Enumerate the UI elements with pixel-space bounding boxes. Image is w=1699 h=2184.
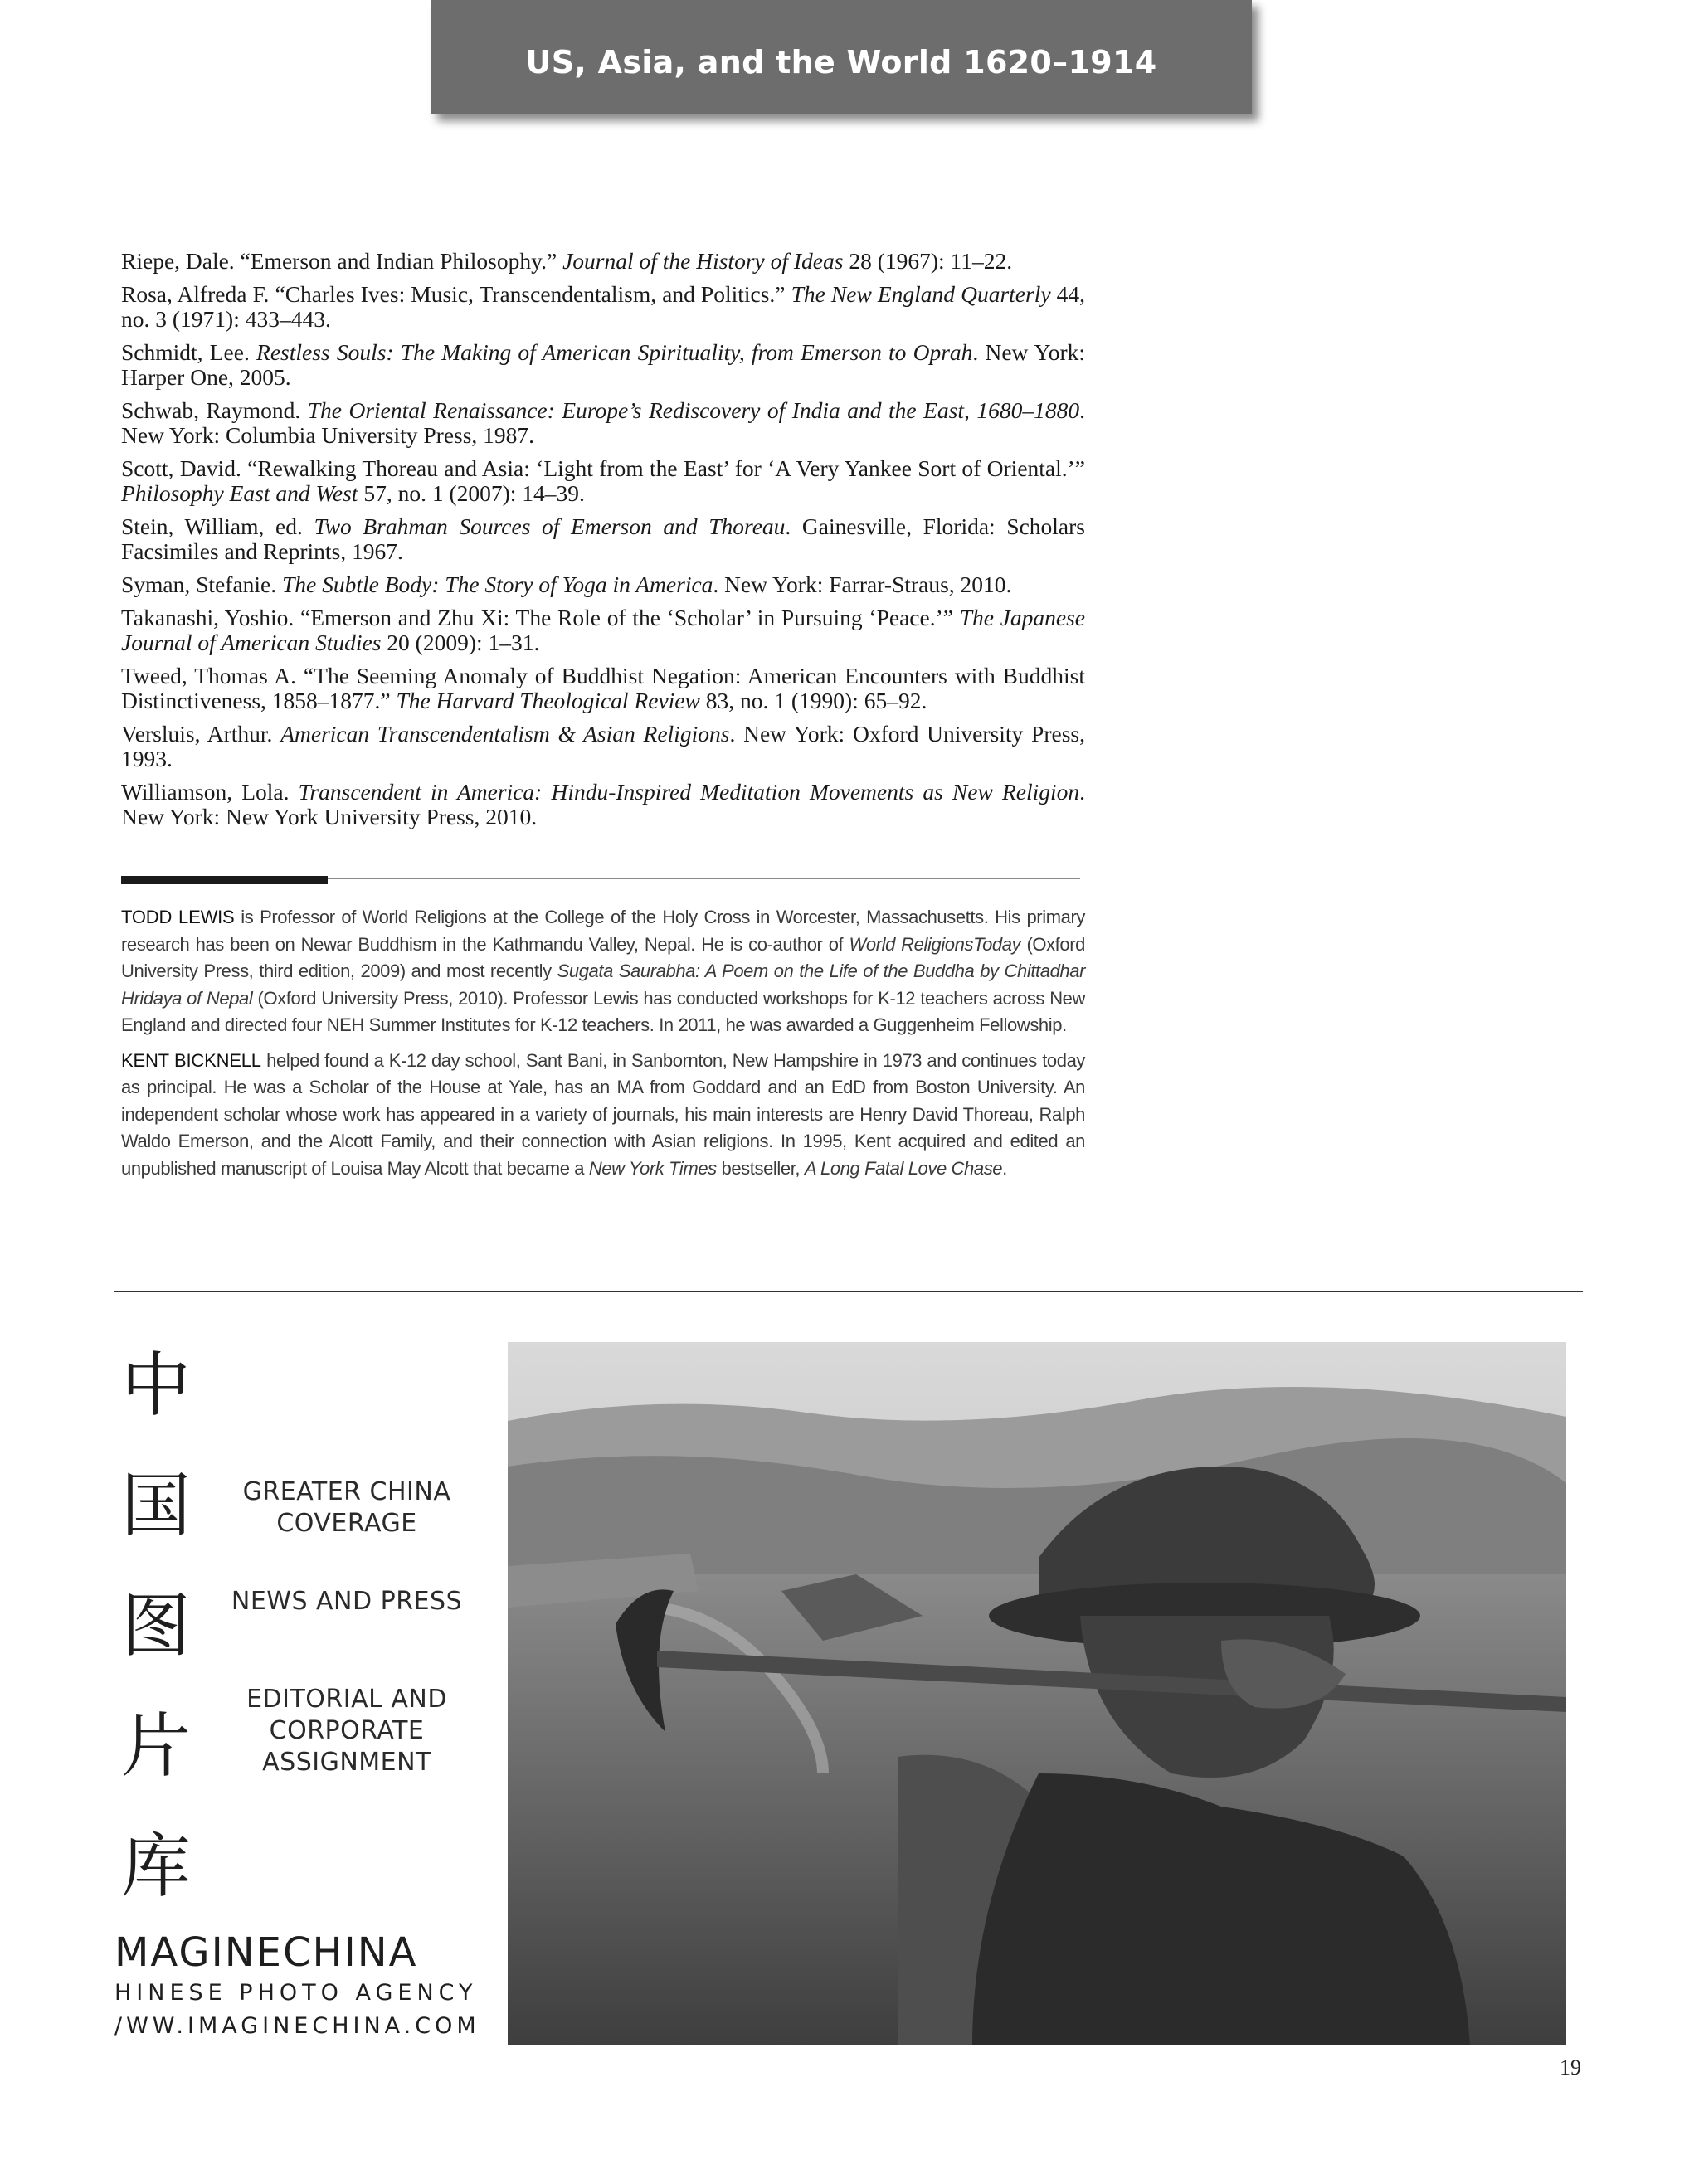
bibliography-entry	[121, 606, 1085, 655]
italic-title: The Japanese Journal of American Studies	[121, 605, 1085, 655]
chinese-character: 库	[120, 1826, 191, 1907]
text-run: 44, no. 3 (1971): 433–443.	[121, 281, 1085, 332]
italic-title: Philosophy East and West	[121, 480, 358, 506]
text-run: Riepe, Dale. “Emerson and Indian Philosophy.”	[121, 248, 563, 274]
italic-title: World ReligionsToday	[849, 933, 1021, 955]
text-run: Schmidt, Lee.	[121, 339, 257, 365]
ad-service-greater-china: GREATER CHINA COVERAGE	[242, 1477, 451, 1538]
bibliography-list	[121, 249, 1085, 838]
text-run: . Gainesville, Florida: Scholars Facsimiles and Reprints, 1967.	[121, 513, 1085, 564]
farm-worker-photo	[508, 1342, 1566, 2045]
author-bio	[121, 1048, 1085, 1183]
text-run: Stein, William, ed.	[121, 513, 314, 539]
section-header-tab	[431, 0, 1252, 114]
bibliography-entry	[121, 572, 1085, 597]
text-run: . New York: Farrar-Straus, 2010.	[713, 572, 1012, 597]
photo-illustration	[508, 1342, 1566, 2045]
text-run: .	[1002, 1157, 1007, 1179]
chinese-character: 中	[120, 1345, 191, 1426]
bibliography-entry	[121, 456, 1085, 506]
ad-service-news-press: NEWS AND PRESS	[231, 1587, 463, 1616]
page-number: 19	[1560, 2055, 1581, 2079]
author-name: KENT BICKNELL	[121, 1049, 261, 1071]
text-run: Tweed, Thomas A. “The Seeming Anomaly of Buddhist Negation: American Encounters with Buddhist Distinctiveness, 1858–1877.”	[121, 663, 1085, 713]
author-bio	[121, 904, 1085, 1039]
text-run: . New York: New York University Press, 2010.	[121, 779, 1085, 829]
italic-title: New York Times	[588, 1157, 717, 1179]
bibliography-entry	[121, 398, 1085, 448]
text-run: 20 (2009): 1–31.	[381, 630, 540, 655]
text-run: bestseller,	[716, 1157, 805, 1179]
chinese-character: 图	[120, 1585, 191, 1666]
ad-service-editorial: EDITORIAL AND CORPORATE ASSIGNMENT	[246, 1685, 447, 1777]
divider-thick-bar	[121, 876, 328, 884]
text-run: (Oxford University Press, third edition, 2009) and most recently	[121, 933, 1085, 981]
advertisement-top-rule	[114, 1291, 1583, 1292]
italic-title: Transcendent in America: Hindu-Inspired Meditation Movements as New Religion	[298, 779, 1080, 805]
bibliography-entry	[121, 664, 1085, 713]
text-run: 83, no. 1 (1990): 65–92.	[699, 688, 927, 713]
italic-title: The New England Quarterly	[791, 281, 1051, 307]
text-run: . New York: Oxford University Press, 1993.	[121, 721, 1085, 771]
italic-title: Sugata Saurabha: A Poem on the Life of the Buddha by Chittadhar Hridaya of Nepal	[121, 961, 1086, 1009]
text-run: Scott, David. “Rewalking Thoreau and Asia: ‘Light from the East’ for ‘A Very Yankee Sort of Oriental.’”	[121, 455, 1085, 481]
section-title: US, Asia, and the World 1620–1914	[525, 44, 1157, 80]
italic-title: Two Brahman Sources of Emerson and Thoreau	[314, 513, 786, 539]
text-run: Versluis, Arthur.	[121, 721, 281, 747]
text-run: helped found a K-12 day school, Sant Bani, in Sanbornton, New Hampshire in 1973 and continues today as principal. He was a Scholar of the House at Yale, has an MA from Goddard and an EdD from Boston University. An independent scholar whose work has appeared in a variety of journals, his main interests are Henry David Thoreau, Ralph Waldo Emerson, and the Alcott Family, and their connection with Asian religions. In 1995, Kent acquired and edited an unpublished manuscript of Louisa May Alcott that became a	[121, 1049, 1086, 1179]
author-bios	[121, 904, 1085, 1190]
bibliography-entry	[121, 514, 1085, 564]
italic-title: The Oriental Renaissance: Europe’s Rediscovery of India and the East, 1680–1880	[307, 397, 1080, 423]
agency-name: MAGINECHINA	[114, 1929, 418, 1976]
chinese-character: 国	[120, 1465, 191, 1546]
text-run: (Oxford University Press, 2010). Professor Lewis has conducted workshops for K-12 teachers across New England and directed four NEH Summer Institutes for K-12 teachers. In 2011, he was awarded a Guggenheim Fellowship.	[121, 987, 1085, 1035]
text-run: 57, no. 1 (2007): 14–39.	[358, 480, 585, 506]
italic-title: American Transcendentalism & Asian Religions	[280, 721, 730, 747]
italic-title: Restless Souls: The Making of American Spirituality, from Emerson to Oprah	[256, 339, 973, 365]
agency-subtitle: HINESE PHOTO AGENCY	[114, 1980, 478, 2006]
text-run: is Professor of World Religions at the College of the Holy Cross in Worcester, Massachusetts. His primary research has been on Newar Buddhism in the Kathmandu Valley, Nepal. He is co-author of	[121, 907, 1085, 955]
italic-title: Journal of the History of Ideas	[562, 248, 844, 274]
advertisement-panel	[114, 1327, 513, 2041]
author-name: TODD LEWIS	[121, 907, 235, 927]
text-run: Syman, Stefanie.	[121, 572, 282, 597]
chinese-character: 片	[120, 1705, 191, 1787]
text-run: 28 (1967): 11–22.	[843, 248, 1013, 274]
text-run: Schwab, Raymond.	[121, 397, 308, 423]
italic-title: A Long Fatal Love Chase	[804, 1157, 1003, 1179]
agency-url: /WW.IMAGINECHINA.COM	[114, 2013, 480, 2039]
bibliography-entry	[121, 282, 1085, 332]
italic-title: The Subtle Body: The Story of Yoga in America	[282, 572, 713, 597]
text-run: Williamson, Lola.	[121, 779, 299, 805]
text-run: . New York: Columbia University Press, 1987.	[121, 397, 1085, 448]
text-run: Rosa, Alfreda F. “Charles Ives: Music, Transcendentalism, and Politics.”	[121, 281, 791, 307]
italic-title: The Harvard Theological Review	[396, 688, 700, 713]
bibliography-entry	[121, 780, 1085, 829]
bibliography-entry	[121, 722, 1085, 771]
bibliography-entry	[121, 340, 1085, 390]
text-run: Takanashi, Yoshio. “Emerson and Zhu Xi: The Role of the ‘Scholar’ in Pursuing ‘Peace.’”	[121, 605, 960, 630]
section-divider	[121, 876, 1080, 888]
agency-brand	[114, 1929, 480, 2043]
bibliography-entry	[121, 249, 1085, 274]
text-run: . New York: Harper One, 2005.	[121, 339, 1085, 390]
